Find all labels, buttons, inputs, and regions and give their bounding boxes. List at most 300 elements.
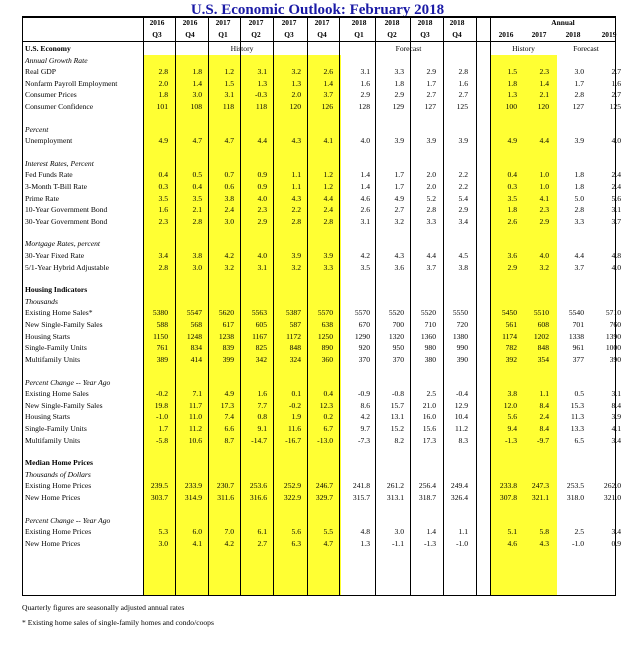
row-value: 1.7 bbox=[426, 78, 436, 88]
row-value: 1.1 bbox=[291, 182, 301, 192]
row-value: 2.9 bbox=[394, 90, 404, 100]
row-value: 120 bbox=[289, 102, 301, 111]
row-value: 261.2 bbox=[386, 481, 404, 491]
row-label: Existing Home Sales* bbox=[25, 308, 93, 318]
row-value: 4.9 bbox=[158, 136, 168, 146]
row-value: 0.9 bbox=[257, 170, 267, 180]
row-value: 4.2 bbox=[360, 251, 370, 261]
row-value: 1.1 bbox=[291, 170, 301, 180]
header-quarter: Q4 bbox=[452, 30, 462, 39]
annual-value: 1000 bbox=[605, 343, 621, 353]
row-value: 5550 bbox=[452, 308, 468, 318]
annual-value: 3.9 bbox=[611, 412, 621, 422]
row-value: 3.1 bbox=[224, 90, 234, 100]
row-value: 700 bbox=[392, 320, 404, 330]
row-value: 4.2 bbox=[224, 538, 234, 548]
row-value: 324 bbox=[289, 354, 301, 364]
annual-value: 1.7 bbox=[574, 78, 584, 88]
unit-label: Annual Growth Rate bbox=[25, 55, 88, 65]
annual-value: 1.4 bbox=[539, 78, 549, 88]
row-value: 4.4 bbox=[426, 251, 436, 261]
row-value: 4.0 bbox=[257, 193, 267, 203]
row-value: 233.9 bbox=[184, 481, 202, 491]
row-value: 588 bbox=[156, 320, 168, 330]
row-value: 1.5 bbox=[224, 78, 234, 88]
row-value: 5570 bbox=[317, 308, 333, 318]
row-value: 7.7 bbox=[257, 400, 267, 410]
annual-value: 120 bbox=[537, 102, 549, 111]
footnote-seasonal: Quarterly figures are seasonally adjusted annual rates bbox=[22, 603, 185, 612]
row-value: 3.4 bbox=[158, 251, 168, 261]
row-value: 5620 bbox=[218, 308, 234, 318]
row-value: 3.9 bbox=[394, 136, 404, 146]
row-value: 950 bbox=[392, 343, 404, 353]
row-value: 3.4 bbox=[458, 216, 468, 226]
annual-value: 4.0 bbox=[611, 136, 621, 146]
annual-value: 0.5 bbox=[574, 389, 584, 399]
row-value: 617 bbox=[222, 320, 234, 330]
row-value: 16.0 bbox=[422, 412, 436, 422]
row-value: 2.3 bbox=[257, 205, 267, 215]
row-value: 839 bbox=[222, 343, 234, 353]
annual-value: 2.1 bbox=[539, 90, 549, 100]
row-value: 249.4 bbox=[450, 481, 468, 491]
annual-value: -1.3 bbox=[504, 435, 517, 445]
row-label: Existing Home Prices bbox=[25, 481, 92, 491]
annual-value: 5.0 bbox=[574, 193, 584, 203]
annual-value: 11.3 bbox=[570, 412, 584, 422]
annual-value: 3.4 bbox=[611, 527, 621, 537]
row-value: 239.5 bbox=[150, 481, 168, 491]
row-value: 2.0 bbox=[426, 170, 436, 180]
row-value: 414 bbox=[190, 354, 202, 364]
annual-value: 5510 bbox=[533, 308, 549, 318]
row-value: 0.6 bbox=[224, 182, 234, 192]
header-year: 2017 bbox=[215, 18, 231, 27]
row-value: -1.0 bbox=[155, 412, 168, 422]
row-value: 4.0 bbox=[257, 251, 267, 261]
row-value: 390 bbox=[456, 354, 468, 364]
row-value: 3.2 bbox=[291, 262, 301, 272]
row-value: 5570 bbox=[354, 308, 370, 318]
row-label: Consumer Prices bbox=[25, 90, 77, 100]
row-value: 6.3 bbox=[291, 538, 301, 548]
row-value: 5387 bbox=[285, 308, 301, 318]
row-label: Consumer Confidence bbox=[25, 102, 94, 111]
row-value: 7.0 bbox=[224, 527, 234, 537]
annual-value: 9.4 bbox=[507, 423, 517, 433]
row-value: 0.4 bbox=[158, 170, 168, 180]
annual-value: 1202 bbox=[533, 331, 549, 341]
row-value: -5.8 bbox=[155, 435, 168, 445]
annual-value: 3.1 bbox=[611, 389, 621, 399]
row-value: 125 bbox=[456, 102, 468, 111]
row-value: 342 bbox=[255, 354, 267, 364]
annual-value: 760 bbox=[609, 320, 621, 330]
row-value: 1.7 bbox=[394, 182, 404, 192]
annual-value: 1.3 bbox=[507, 90, 517, 100]
row-value: 8.7 bbox=[224, 435, 234, 445]
row-value: 1.8 bbox=[158, 90, 168, 100]
page-title: U.S. Economic Outlook: February 2018 bbox=[190, 2, 445, 18]
row-value: 4.3 bbox=[291, 193, 301, 203]
header-annual-year: 2017 bbox=[531, 30, 547, 39]
annual-value: 0.3 bbox=[507, 182, 517, 192]
row-value: 5.6 bbox=[291, 527, 301, 537]
row-value: 7.1 bbox=[192, 389, 202, 399]
row-value: 1.4 bbox=[192, 78, 202, 88]
row-label: Multifamily Units bbox=[25, 435, 81, 445]
annual-value: 1.1 bbox=[539, 389, 549, 399]
annual-value: 233.8 bbox=[499, 481, 517, 491]
row-value: 2.8 bbox=[192, 216, 202, 226]
annual-value: 2.5 bbox=[574, 527, 584, 537]
row-value: 4.9 bbox=[224, 389, 234, 399]
annual-value: 5710 bbox=[605, 308, 621, 318]
row-label: Unemployment bbox=[25, 136, 73, 146]
row-value: 920 bbox=[358, 343, 370, 353]
row-value: 5.4 bbox=[458, 193, 468, 203]
row-value: 4.6 bbox=[360, 193, 370, 203]
row-value: 246.7 bbox=[315, 481, 333, 491]
row-value: 2.9 bbox=[360, 90, 370, 100]
row-value: 4.2 bbox=[360, 412, 370, 422]
unit-label: Thousands bbox=[25, 296, 58, 306]
annual-value: 377 bbox=[572, 354, 584, 364]
row-label: Existing Home Sales bbox=[25, 389, 89, 399]
annual-value: 5.6 bbox=[611, 193, 621, 203]
row-value: 1.4 bbox=[323, 78, 333, 88]
row-value: 1.7 bbox=[394, 170, 404, 180]
row-value: 2.9 bbox=[257, 216, 267, 226]
row-value: 129 bbox=[392, 102, 404, 111]
row-value: 3.2 bbox=[224, 262, 234, 272]
row-value: 4.4 bbox=[323, 193, 333, 203]
annual-value: 2.3 bbox=[539, 205, 549, 215]
row-value: 10.6 bbox=[188, 435, 202, 445]
annual-value: 8.4 bbox=[539, 400, 549, 410]
annual-value: 15.3 bbox=[570, 400, 584, 410]
annual-value: 4.1 bbox=[611, 423, 621, 433]
history-label-quarterly: History bbox=[230, 44, 254, 53]
row-value: 3.7 bbox=[426, 262, 436, 272]
row-value: 3.0 bbox=[394, 527, 404, 537]
row-value: 890 bbox=[321, 343, 333, 353]
row-value: 8.2 bbox=[394, 435, 404, 445]
row-value: 2.7 bbox=[394, 205, 404, 215]
row-value: 314.9 bbox=[184, 492, 202, 502]
annual-value: 3.7 bbox=[611, 216, 621, 226]
row-value: 126 bbox=[321, 102, 333, 111]
annual-value: 321.0 bbox=[603, 492, 621, 502]
header-quarter: Q4 bbox=[317, 30, 327, 39]
row-value: 2.8 bbox=[426, 205, 436, 215]
row-value: 315.7 bbox=[352, 492, 370, 502]
row-value: 3.7 bbox=[323, 90, 333, 100]
row-value: 311.6 bbox=[217, 492, 234, 502]
column-divider bbox=[339, 17, 340, 595]
row-value: 2.2 bbox=[458, 170, 468, 180]
row-value: 5520 bbox=[388, 308, 404, 318]
row-value: 389 bbox=[156, 354, 168, 364]
row-value: 2.1 bbox=[192, 205, 202, 215]
column-divider bbox=[476, 17, 477, 595]
section-heading: Median Home Prices bbox=[25, 458, 93, 468]
row-value: 5547 bbox=[186, 308, 202, 318]
row-value: 2.4 bbox=[224, 205, 234, 215]
header-year: 2018 bbox=[351, 18, 367, 27]
row-value: 21.0 bbox=[422, 400, 436, 410]
row-value: 370 bbox=[358, 354, 370, 364]
row-value: 0.5 bbox=[192, 170, 202, 180]
row-value: 5563 bbox=[251, 308, 267, 318]
row-value: 3.0 bbox=[224, 216, 234, 226]
row-label: 30-Year Fixed Rate bbox=[25, 251, 85, 261]
header-annual-year: 2018 bbox=[565, 30, 581, 39]
row-value: 3.8 bbox=[458, 262, 468, 272]
row-value: 0.9 bbox=[257, 182, 267, 192]
row-value: 4.3 bbox=[394, 251, 404, 261]
row-value: 1.3 bbox=[291, 78, 301, 88]
annual-value: 4.4 bbox=[574, 251, 584, 261]
row-value: 2.8 bbox=[158, 262, 168, 272]
row-value: 12.3 bbox=[319, 400, 333, 410]
row-value: 101 bbox=[156, 102, 168, 111]
row-value: -0.3 bbox=[254, 90, 267, 100]
row-value: -0.2 bbox=[288, 400, 301, 410]
row-value: 1167 bbox=[252, 331, 267, 341]
row-label: 30-Year Government Bond bbox=[25, 216, 108, 226]
row-value: 2.3 bbox=[158, 216, 168, 226]
annual-value: 13.3 bbox=[570, 423, 584, 433]
annual-value: 4.6 bbox=[507, 538, 517, 548]
header-quarter: Q3 bbox=[420, 30, 430, 39]
annual-value: 2.4 bbox=[539, 412, 549, 422]
annual-value: 1.8 bbox=[574, 170, 584, 180]
annual-value: 4.3 bbox=[539, 538, 549, 548]
row-value: 4.7 bbox=[192, 136, 202, 146]
row-value: 15.7 bbox=[390, 400, 404, 410]
annual-value: 3.8 bbox=[507, 389, 517, 399]
header-quarter: Q2 bbox=[251, 30, 261, 39]
row-value: 1.8 bbox=[394, 78, 404, 88]
annual-value: 8.4 bbox=[539, 423, 549, 433]
row-value: 1.2 bbox=[323, 182, 333, 192]
annual-value: 1.0 bbox=[539, 170, 549, 180]
forecast-label-quarterly: Forecast bbox=[395, 44, 422, 53]
row-value: 825 bbox=[255, 343, 267, 353]
row-value: 0.4 bbox=[323, 389, 333, 399]
row-value: 11.6 bbox=[287, 423, 301, 433]
annual-value: 4.8 bbox=[611, 251, 621, 261]
row-value: 3.6 bbox=[394, 262, 404, 272]
row-value: 3.1 bbox=[257, 67, 267, 77]
row-label: New Home Prices bbox=[25, 538, 81, 548]
row-value: -16.7 bbox=[285, 435, 301, 445]
row-value: 3.1 bbox=[257, 262, 267, 272]
header-year: 2016 bbox=[149, 18, 165, 27]
row-value: 11.0 bbox=[188, 412, 202, 422]
annual-value: 5.8 bbox=[539, 527, 549, 537]
row-value: 380 bbox=[424, 354, 436, 364]
annual-value: 848 bbox=[537, 343, 549, 353]
row-label: New Single-Family Sales bbox=[25, 320, 103, 330]
annual-value: 561 bbox=[505, 320, 517, 330]
row-value: 3.9 bbox=[458, 136, 468, 146]
row-value: 0.1 bbox=[291, 389, 301, 399]
header-quarter: Q3 bbox=[284, 30, 294, 39]
header-year: 2018 bbox=[449, 18, 465, 27]
row-value: 1.6 bbox=[360, 78, 370, 88]
annual-value: 2.7 bbox=[611, 67, 621, 77]
annual-value: 4.1 bbox=[539, 193, 549, 203]
row-value: 108 bbox=[190, 102, 202, 111]
annual-value: 3.4 bbox=[611, 435, 621, 445]
row-value: 5.2 bbox=[426, 193, 436, 203]
row-value: 720 bbox=[456, 320, 468, 330]
row-value: 990 bbox=[456, 343, 468, 353]
row-value: 253.6 bbox=[249, 481, 267, 491]
row-value: 326.4 bbox=[450, 492, 468, 502]
annual-value: 0.4 bbox=[507, 170, 517, 180]
row-value: 670 bbox=[358, 320, 370, 330]
row-value: 127 bbox=[424, 102, 436, 111]
row-value: 1360 bbox=[420, 331, 436, 341]
row-value: -1.1 bbox=[391, 538, 404, 548]
annual-value: 392 bbox=[505, 354, 517, 364]
row-value: 2.6 bbox=[360, 205, 370, 215]
row-value: 834 bbox=[190, 343, 202, 353]
section-heading: Housing Indicators bbox=[25, 285, 88, 295]
row-value: 2.8 bbox=[291, 216, 301, 226]
row-value: 6.7 bbox=[323, 423, 333, 433]
annual-value: 3.7 bbox=[574, 262, 584, 272]
row-value: 2.0 bbox=[291, 90, 301, 100]
header-quarter: Q1 bbox=[218, 30, 228, 39]
row-value: 4.0 bbox=[360, 136, 370, 146]
row-value: 4.4 bbox=[257, 136, 267, 146]
row-value: 6.0 bbox=[192, 527, 202, 537]
row-value: 241.8 bbox=[352, 481, 370, 491]
row-value: 118 bbox=[255, 102, 267, 111]
row-value: 318.7 bbox=[418, 492, 436, 502]
row-value: 13.1 bbox=[390, 412, 404, 422]
annual-value: 5.1 bbox=[507, 527, 517, 537]
annual-value: 0.9 bbox=[611, 538, 621, 548]
row-value: 1238 bbox=[218, 331, 234, 341]
row-value: 638 bbox=[321, 320, 333, 330]
row-value: 1.3 bbox=[257, 78, 267, 88]
row-value: 12.9 bbox=[454, 400, 468, 410]
header-annual: Annual bbox=[551, 18, 575, 27]
row-value: 3.8 bbox=[224, 193, 234, 203]
annual-value: 12.0 bbox=[503, 400, 517, 410]
history-label-annual: History bbox=[512, 44, 535, 53]
row-value: 2.9 bbox=[458, 205, 468, 215]
row-value: -0.4 bbox=[455, 389, 468, 399]
row-value: 1.6 bbox=[158, 205, 168, 215]
annual-value: 4.4 bbox=[539, 136, 549, 146]
annual-value: 2.9 bbox=[539, 216, 549, 226]
row-value: 2.8 bbox=[158, 67, 168, 77]
row-value: 17.3 bbox=[422, 435, 436, 445]
row-value: 15.6 bbox=[422, 423, 436, 433]
footnotes bbox=[22, 600, 214, 630]
row-label: 5/1-Year Hybrid Adjustable bbox=[25, 262, 110, 272]
header-year: 2018 bbox=[384, 18, 400, 27]
header-quarter: Q4 bbox=[185, 30, 195, 39]
annual-value: 1.8 bbox=[574, 182, 584, 192]
header-annual-year: 2016 bbox=[498, 30, 514, 39]
row-value: 11.2 bbox=[454, 423, 468, 433]
row-value: 3.2 bbox=[394, 216, 404, 226]
row-value: 399 bbox=[222, 354, 234, 364]
row-value: 2.8 bbox=[323, 216, 333, 226]
annual-value: 4.9 bbox=[507, 136, 517, 146]
row-value: 3.2 bbox=[291, 67, 301, 77]
row-value: 3.1 bbox=[360, 216, 370, 226]
annual-value: 2.3 bbox=[539, 67, 549, 77]
row-value: 11.7 bbox=[188, 400, 202, 410]
annual-value: 127 bbox=[572, 102, 584, 111]
annual-value: 354 bbox=[537, 354, 549, 364]
row-label: Multifamily Units bbox=[25, 354, 81, 364]
annual-value: 3.2 bbox=[539, 262, 549, 272]
row-value: 3.3 bbox=[426, 216, 436, 226]
row-value: 3.0 bbox=[192, 262, 202, 272]
header-quarter: Q1 bbox=[354, 30, 364, 39]
header-divider bbox=[23, 41, 615, 42]
row-value: 7.4 bbox=[224, 412, 234, 422]
row-value: 1250 bbox=[317, 331, 333, 341]
annual-value: 3.6 bbox=[507, 251, 517, 261]
row-label: Prime Rate bbox=[25, 193, 59, 203]
annual-value: 1390 bbox=[605, 331, 621, 341]
annual-value: 1174 bbox=[502, 331, 517, 341]
annual-value: 100 bbox=[505, 102, 517, 111]
row-value: 3.9 bbox=[291, 251, 301, 261]
header-annual-year: 2019 bbox=[601, 30, 617, 39]
row-value: 8.3 bbox=[458, 435, 468, 445]
row-value: 5380 bbox=[152, 308, 168, 318]
row-value: 19.8 bbox=[154, 400, 168, 410]
row-value: 1320 bbox=[388, 331, 404, 341]
row-label: Single-Family Units bbox=[25, 343, 87, 353]
unit-label: Percent Change -- Year Ago bbox=[25, 515, 111, 525]
row-value: -0.2 bbox=[155, 389, 168, 399]
forecast-label-annual: Forecast bbox=[573, 44, 599, 53]
row-value: 2.6 bbox=[323, 67, 333, 77]
row-value: 3.5 bbox=[158, 193, 168, 203]
annual-value: 247.3 bbox=[531, 481, 549, 491]
annual-value: -1.0 bbox=[571, 538, 584, 548]
row-value: 4.7 bbox=[323, 538, 333, 548]
section-heading: U.S. Economy bbox=[25, 44, 71, 53]
row-value: 761 bbox=[156, 343, 168, 353]
annual-value: 3.9 bbox=[574, 136, 584, 146]
row-value: 360 bbox=[321, 354, 333, 364]
row-value: 2.0 bbox=[158, 78, 168, 88]
row-value: 1.9 bbox=[291, 412, 301, 422]
row-value: -0.9 bbox=[357, 389, 370, 399]
annual-value: 2.7 bbox=[611, 90, 621, 100]
row-value: -0.8 bbox=[391, 389, 404, 399]
row-value: 3.5 bbox=[360, 262, 370, 272]
footnote-existing-home-sales: * Existing home sales of single-family homes and condo/coops bbox=[22, 618, 214, 627]
row-value: 5520 bbox=[420, 308, 436, 318]
annual-value: 5.6 bbox=[507, 412, 517, 422]
row-value: 316.6 bbox=[249, 492, 267, 502]
